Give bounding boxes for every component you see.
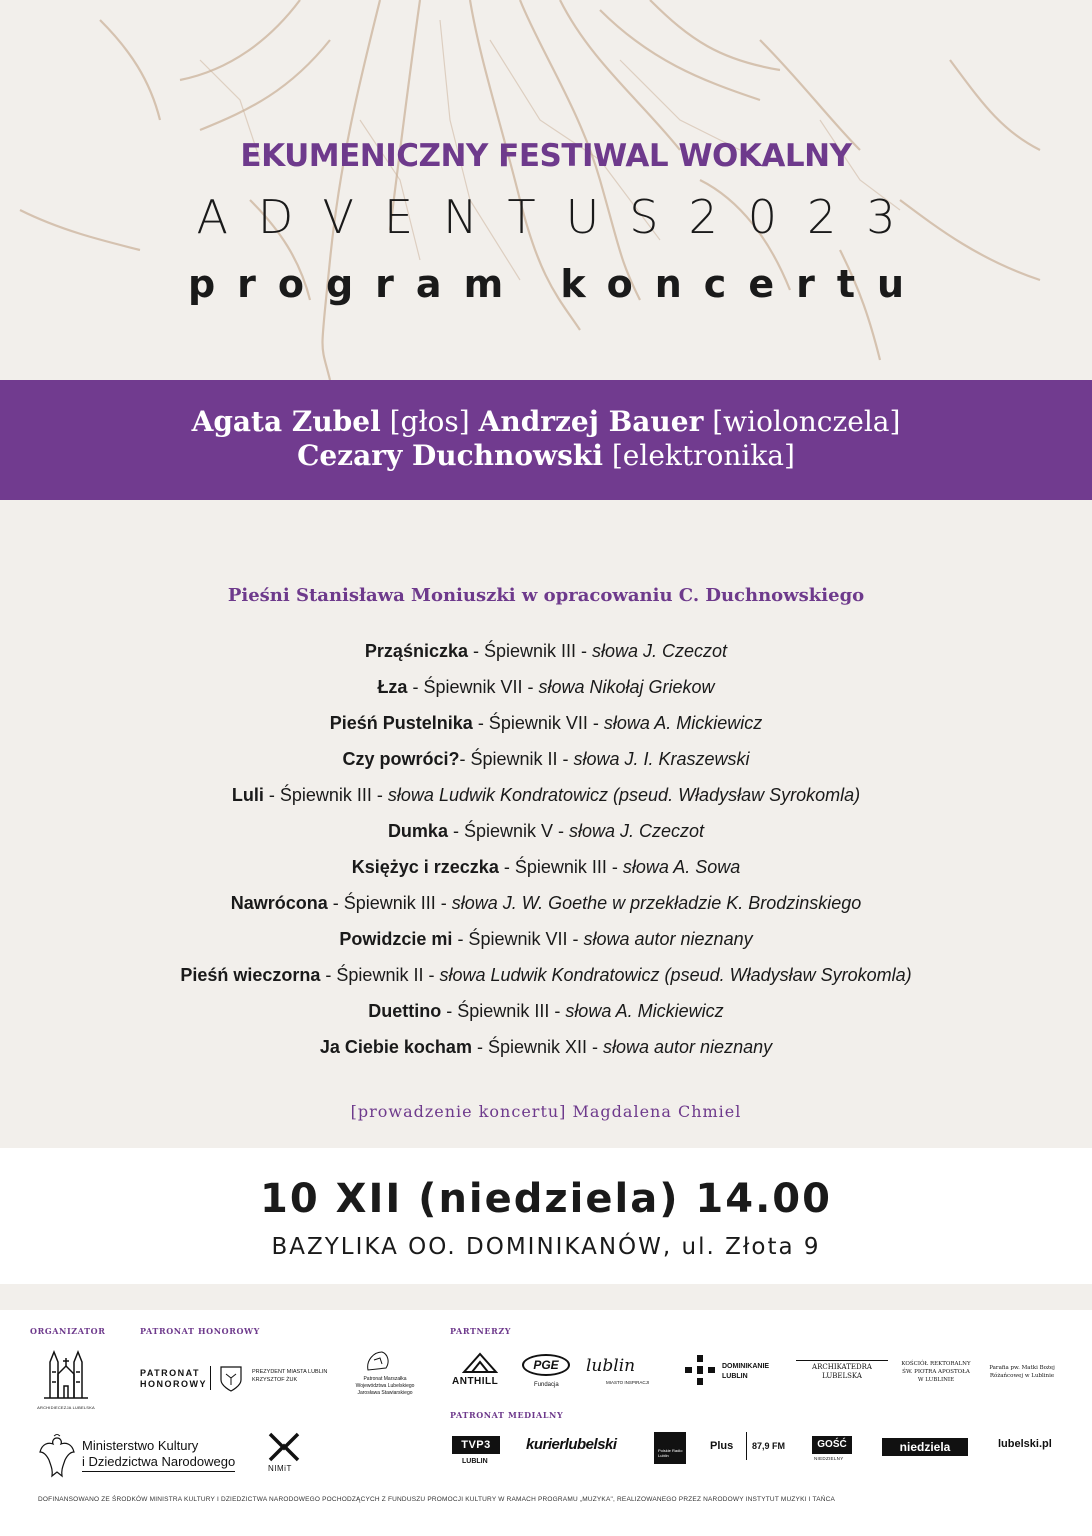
song-title: Duettino (368, 1001, 442, 1021)
partner-text: Różańcowej w Lublinie (989, 1373, 1055, 1379)
polish-eagle-icon (38, 1434, 76, 1478)
funding-disclaimer: DOFINANSOWANO ZE ŚRODKÓW MINISTRA KULTURY I DZIEDZICTWA NARODOWEGO POCHODZĄCYCH Z FUNDUSZU PROMOCJI KULTURY W RAMACH PROGRAMU „MUZYKA", REALIZOWANEGO PRZEZ NARODOWY INSTYTUT MUZYKI I TAŃCA (38, 1496, 836, 1503)
partner-lublin-sub: MIASTO INSPIRACJI (606, 1380, 650, 1385)
concert-host: [prowadzenie koncertu] Magdalena Chmiel (350, 1102, 742, 1121)
performer-name: Cezary Duchnowski (297, 439, 603, 472)
media-niedziela: niedziela (882, 1438, 968, 1456)
performer-role: [głos] (380, 405, 479, 438)
song-title: Łza (377, 677, 408, 697)
song-title: Nawrócona (230, 893, 328, 913)
partner-text: LUBLIN (722, 1373, 748, 1380)
honorary-mayor-text (252, 1368, 327, 1384)
song-book: - Śpiewnik III - (263, 785, 388, 805)
honorary-text: PREZYDENT MIASTA LUBLIN (252, 1369, 328, 1375)
divider (210, 1366, 211, 1390)
song-words: słowa Ludwik Kondratowicz (pseud. Władysław Syrokomla) (387, 785, 861, 805)
partner-pge-sub: Fundacja (534, 1382, 559, 1388)
list-item (0, 926, 1092, 962)
event-date: 10 XII (niedziela) 14.00 (260, 1176, 832, 1222)
song-title: Powidzcie mi (339, 929, 453, 949)
partner-anthill: ANTHILL (452, 1376, 499, 1387)
song-words: słowa autor nieznany (583, 929, 753, 949)
song-title: Prząśniczka (364, 641, 468, 661)
nimit-label: NIMiT (268, 1464, 292, 1473)
media-tvp-sub: LUBLIN (462, 1458, 488, 1465)
song-book: - Śpiewnik III - (327, 893, 452, 913)
lublin-coat-of-arms-icon (220, 1366, 242, 1392)
honorary-text: Jarosława Stawiarskiego (357, 1390, 413, 1396)
festival-title: EKUMENICZNY FESTIWAL WOKALNY (240, 138, 852, 174)
label-organizer: ORGANIZATOR (30, 1326, 106, 1336)
partner-text: DOMINIKANIE (722, 1363, 770, 1370)
honorary-patron-mayor (140, 1368, 207, 1390)
partner-archikatedra (796, 1360, 888, 1381)
honorary-line: HONOROWY (140, 1379, 207, 1389)
song-words: słowa Nikołaj Griekow (538, 677, 715, 697)
label-media: PATRONAT MEDIALNY (450, 1410, 564, 1420)
list-item (0, 674, 1092, 710)
dominican-cross-icon (684, 1354, 716, 1386)
media-gosc-sub: NIEDZIELNY (814, 1456, 844, 1461)
ministry-name (82, 1438, 235, 1472)
song-list (0, 638, 1092, 1070)
organizer-name: ARCHIDIECEZJA LUBELSKA (37, 1405, 95, 1410)
media-gosc: GOŚĆ (812, 1436, 852, 1454)
honorary-text: Województwa Lubelskiego (355, 1383, 415, 1389)
honorary-text: Patronat Marszałka (363, 1376, 407, 1382)
song-words: słowa A. Mickiewicz (603, 713, 763, 733)
list-item (0, 890, 1092, 926)
organizer-logo (36, 1344, 96, 1410)
song-words: słowa J. Czeczot (569, 821, 705, 841)
performer-name: Agata Zubel (191, 405, 381, 438)
partner-parafia (982, 1364, 1062, 1380)
partner-text: Parafia pw. Matki Bożej (989, 1365, 1055, 1371)
label-partners: PARTNERZY (450, 1326, 512, 1336)
song-book: - Śpiewnik VII - (452, 929, 584, 949)
song-words: słowa A. Sowa (622, 857, 741, 877)
list-item (0, 998, 1092, 1034)
song-words: słowa J. I. Kraszewski (573, 749, 750, 769)
song-words: słowa Ludwik Kondratowicz (pseud. Władysław Syrokomla) (439, 965, 912, 985)
label-honorary: PATRONAT HONOROWY (140, 1326, 260, 1336)
partner-kosciol (896, 1360, 976, 1384)
song-book: - Śpiewnik II - (459, 749, 574, 769)
honorary-marshal-text (340, 1376, 430, 1397)
cathedral-icon (36, 1344, 96, 1400)
partner-text: LUBELSKA (822, 1372, 862, 1380)
festival-name: ADVENTUS2023 (196, 190, 926, 244)
partner-lublin: lublin (586, 1356, 636, 1376)
song-words: słowa A. Mickiewicz (565, 1001, 724, 1021)
song-title: Księżyc i rzeczka (351, 857, 499, 877)
performers-band (0, 380, 1092, 500)
song-book: - Śpiewnik II - (320, 965, 440, 985)
song-title: Pieśń Pustelnika (329, 713, 473, 733)
song-words: słowa J. W. Goethe w przekładzie K. Brodzinskiego (451, 893, 862, 913)
media-plus: Plus (710, 1440, 734, 1452)
partner-text: W LUBLINIE (917, 1377, 955, 1383)
song-book: - Śpiewnik III - (467, 641, 593, 661)
list-item (0, 746, 1092, 782)
ministry-line: i Dziedzictwa Narodowego (82, 1454, 235, 1472)
list-item (0, 638, 1092, 674)
song-book: - Śpiewnik III - (498, 857, 623, 877)
song-title: Ja Ciebie kocham (319, 1037, 472, 1057)
song-book: - Śpiewnik VII - (472, 713, 604, 733)
song-book: - Śpiewnik VII - (407, 677, 539, 697)
media-polskie-radio: Polskie Radio Lublin (654, 1432, 686, 1464)
song-words: słowa J. Czeczot (592, 641, 728, 661)
performer-name: Andrzej Bauer (478, 405, 704, 438)
ministry-line: Ministerstwo Kultury (82, 1438, 199, 1453)
media-kurier: kurierlubelski (526, 1436, 617, 1453)
media-plus-freq: 87,9 FM (752, 1441, 786, 1451)
nimit-logo-icon (268, 1432, 302, 1462)
anthill-logo-icon (462, 1352, 498, 1374)
partner-text: KOŚCIÓŁ REKTORALNY (901, 1361, 971, 1367)
partner-pge: PGE (522, 1354, 570, 1376)
partner-text: ŚW. PIOTRA APOSTOŁA (902, 1369, 970, 1375)
list-item (0, 710, 1092, 746)
performer-role: [wiolonczela] (703, 405, 901, 438)
sponsors-footer (0, 1310, 1092, 1536)
song-title: Czy powróci? (342, 749, 460, 769)
divider (746, 1432, 747, 1460)
song-book: - Śpiewnik XII - (471, 1037, 603, 1057)
song-words: słowa autor nieznany (603, 1037, 773, 1057)
media-lubelski: lubelski.pl (998, 1438, 1052, 1450)
list-item (0, 854, 1092, 890)
list-item (0, 1034, 1092, 1070)
song-book: - Śpiewnik III - (441, 1001, 566, 1021)
partner-text: ARCHIKATEDRA (812, 1363, 872, 1371)
program-heading: Pieśni Stanisława Moniuszki w opracowaniu C. Duchnowskiego (227, 585, 865, 606)
media-tvp: TVP3 (452, 1436, 500, 1454)
honorary-text: KRZYSZTOF ŻUK (252, 1377, 298, 1383)
list-item (0, 782, 1092, 818)
event-venue: BAZYLIKA OO. DOMINIKANÓW, ul. Złota 9 (271, 1234, 821, 1260)
performer-role: [elektronika] (602, 439, 795, 472)
list-item (0, 962, 1092, 998)
date-band (0, 1148, 1092, 1284)
song-book: - Śpiewnik V - (447, 821, 570, 841)
voivodeship-logo-icon (364, 1348, 392, 1374)
honorary-line: PATRONAT (140, 1368, 200, 1378)
list-item (0, 818, 1092, 854)
song-title: Pieśń wieczorna (180, 965, 321, 985)
program-subtitle: program koncertu (187, 262, 927, 306)
song-title: Luli (231, 785, 264, 805)
partner-dominikanie (722, 1362, 769, 1382)
song-title: Dumka (387, 821, 448, 841)
